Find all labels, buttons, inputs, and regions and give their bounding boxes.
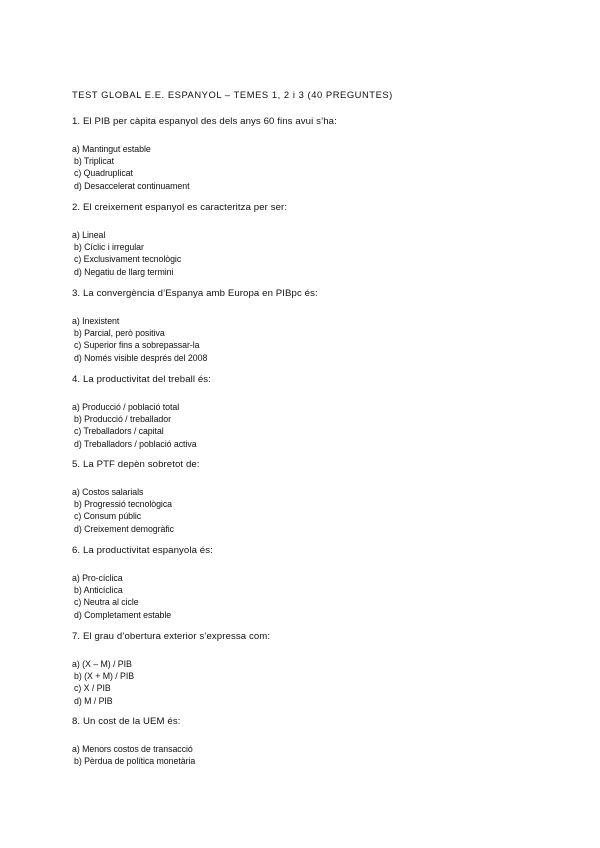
question-6 — [72, 545, 552, 621]
option-c: c) Exclusivament tecnològic — [74, 254, 182, 265]
question-text: 7. El grau d’obertura exterior s’expressa com: — [72, 631, 271, 642]
option-a: a) Producció / població total — [72, 402, 180, 412]
option-a: a) Pro-cíclica — [72, 573, 123, 583]
option-d: d) Només visible després del 2008 — [74, 352, 208, 363]
option-c: c) Consum públic — [74, 511, 142, 522]
question-4 — [72, 374, 552, 450]
option-d: d) M / PIB — [74, 695, 113, 706]
option-a: a) Lineal — [72, 230, 106, 240]
option-b: b) Progressió tecnològica — [74, 499, 173, 510]
question-2 — [72, 202, 552, 278]
option-b: b) (X + M) / PIB — [74, 671, 135, 682]
option-a: a) Mantingut estable — [72, 144, 151, 154]
question-text: 4. La productivitat del treball és: — [72, 374, 211, 385]
question-1 — [72, 116, 552, 192]
question-5 — [72, 459, 552, 535]
options-list — [72, 743, 552, 767]
option-c: c) Treballadors / capital — [74, 426, 164, 437]
question-text: 5. La PTF depèn sobretot de: — [72, 459, 200, 470]
option-b: b) Pèrdua de política monetària — [74, 756, 196, 767]
question-3 — [72, 288, 552, 364]
option-a: a) Inexistent — [72, 316, 120, 326]
option-d: d) Negatiu de llarg termini — [74, 266, 174, 277]
options-list — [72, 315, 552, 364]
question-text: 1. El PIB per càpita espanyol des dels anys 60 fins avui s’ha: — [72, 116, 337, 127]
question-text: 6. La productivitat espanyola és: — [72, 545, 213, 556]
option-d: d) Desaccelerat continuament — [74, 180, 190, 191]
option-a: a) Costos salarials — [72, 487, 144, 497]
option-a: a) Menors costos de transacció — [72, 744, 193, 754]
option-d: d) Treballadors / població activa — [74, 438, 197, 449]
option-b: b) Parcial, però positiva — [74, 328, 165, 339]
question-text: 2. El creixement espanyol es caracteritza per ser: — [72, 202, 288, 213]
options-list — [72, 658, 552, 707]
options-list — [72, 572, 552, 621]
option-d: d) Completament estable — [74, 609, 172, 620]
option-d: d) Creixement demogràfic — [74, 523, 175, 534]
option-b: b) Anticíclica — [74, 585, 123, 596]
option-c: c) Quadruplicat — [74, 168, 133, 179]
option-c: c) X / PIB — [74, 683, 111, 694]
option-a: a) (X – M) / PIB — [72, 659, 132, 669]
option-c: c) Neutra al cicle — [74, 597, 139, 608]
option-c: c) Superior fins a sobrepassar-la — [74, 340, 200, 351]
option-b: b) Cíclic i irregular — [74, 242, 144, 253]
option-b: b) Triplicat — [74, 156, 114, 167]
options-list — [72, 486, 552, 535]
options-list — [72, 229, 552, 278]
question-8 — [72, 716, 552, 767]
document-title: TEST GLOBAL E.E. ESPANYOL – TEMES 1, 2 i 3 (40 PREGUNTES) — [72, 89, 393, 100]
question-text: 8. Un cost de la UEM és: — [72, 716, 181, 727]
option-b: b) Producció / treballador — [74, 414, 171, 425]
question-7 — [72, 631, 552, 707]
question-text: 3. La convergència d’Espanya amb Europa en PIBpc és: — [72, 288, 318, 299]
options-list — [72, 143, 552, 192]
options-list — [72, 401, 552, 450]
